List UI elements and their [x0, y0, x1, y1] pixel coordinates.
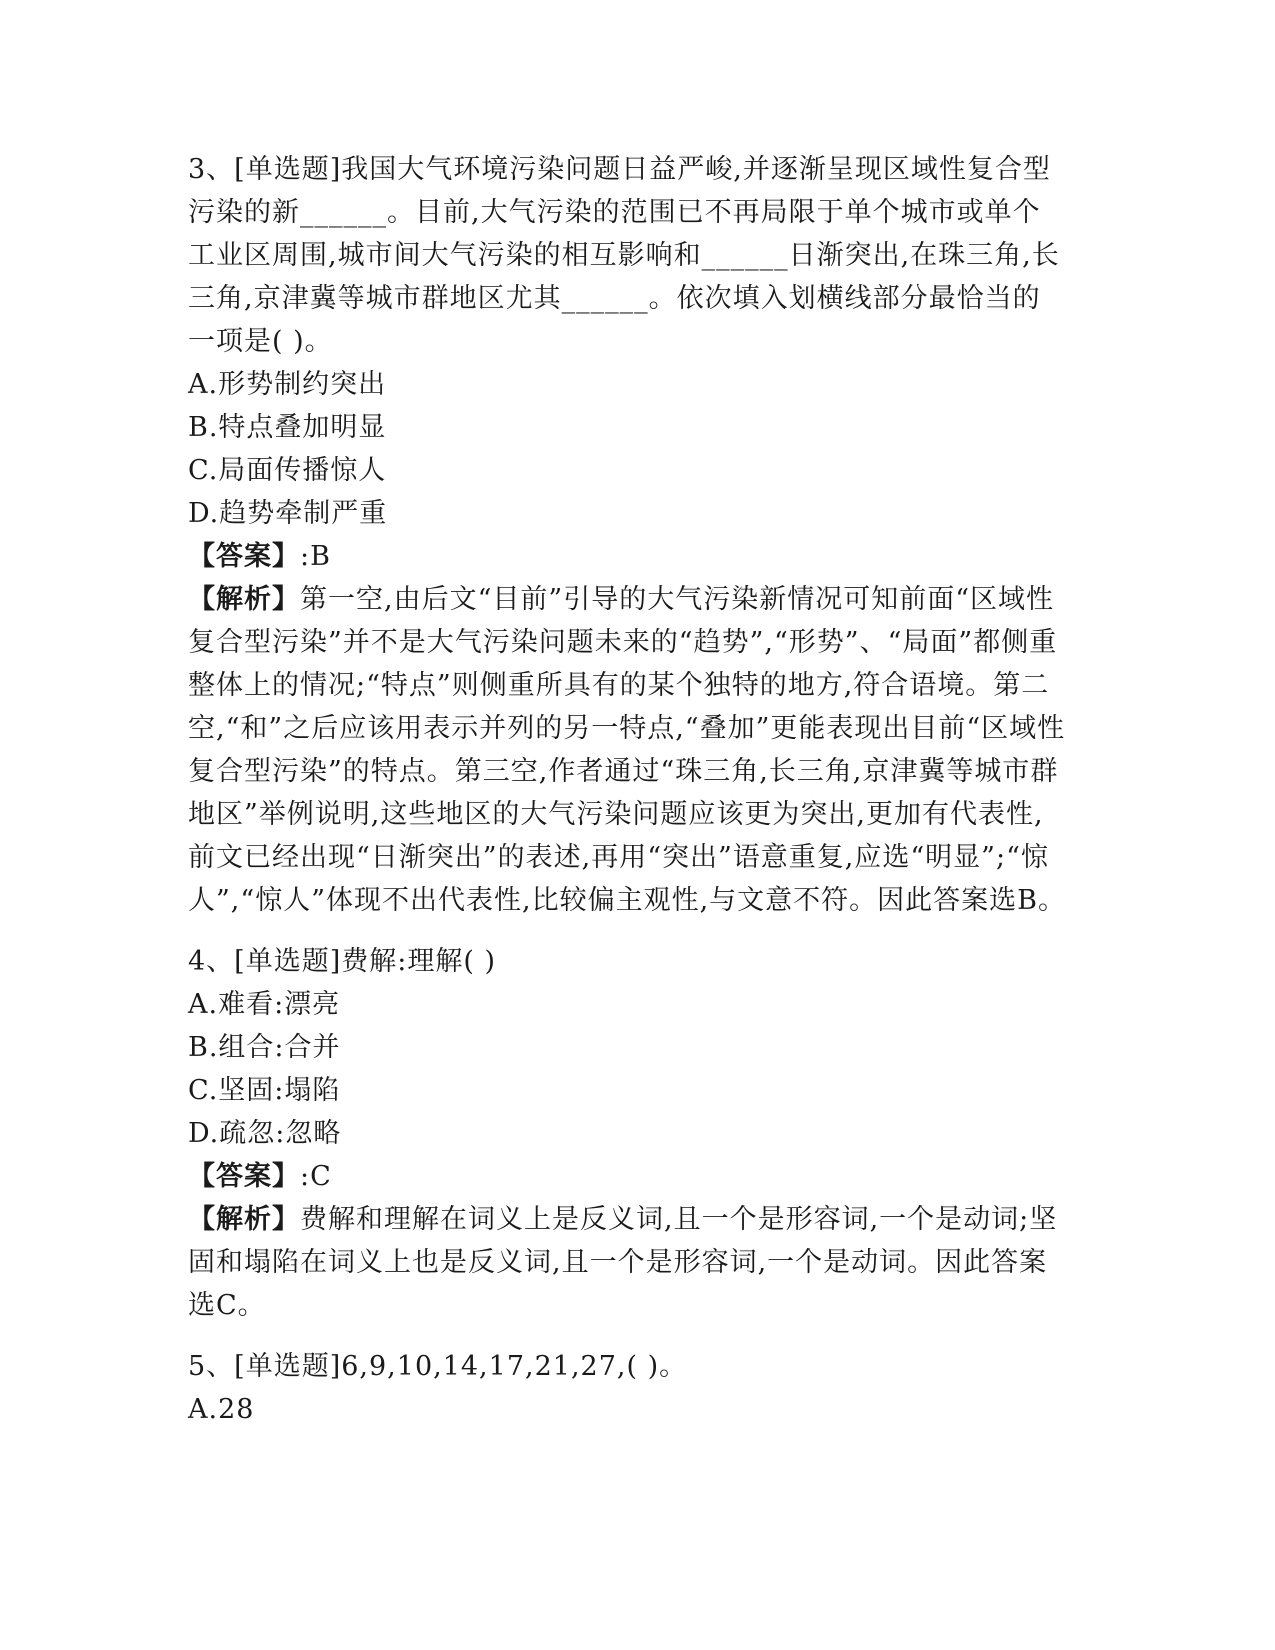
answer-line [188, 1155, 1068, 1198]
analysis-block [188, 1198, 1068, 1327]
question-stem: 5、[单选题]6,9,10,14,17,21,27,( )。 [188, 1351, 688, 1382]
analysis-text: 第一空,由后文“目前”引导的大气污染新情况可知前面“区域性复合型污染”并不是大气污染问题未来的“趋势”,“形势”、“局面”都侧重整体上的情况;“特点”则侧重所具有的某个独特的地方,符合语境。第二空,“和”之后应该用表示并列的另一特点,“叠加”更能表现出目前“区域性复合型污染”的特点。第三空,作者通过“珠三角,长三角,京津冀等城市群地区”举例说明,这些地区的大气污染问题应该更为突出,更加有代表性,前文已经出现“日渐突出”的表述,再用“突出”语意重复,应选“明显”;“惊人”,“惊人”体现不出代表性,比较偏主观性,与文意不符。因此答案选B。 [188, 584, 1066, 916]
question-3 [188, 148, 1068, 922]
question-stem: 3、[单选题]我国大气环境污染问题日益严峻,并逐渐呈现区域性复合型污染的新______。目前,大气污染的范围已不再局限于单个城市或单个工业区周围,城市间大气污染的相互影响和______日渐突出,在珠三角,长三角,京津冀等城市群地区尤其______。依次填入划横线部分最恰当的一项是( )。 [188, 154, 1060, 357]
answer-label: 【答案】 [188, 541, 300, 572]
answer-line [188, 535, 1068, 578]
document-content [188, 148, 1068, 1449]
option-d: D.疏忽:忽略 [188, 1118, 342, 1149]
question-5 [188, 1345, 1068, 1431]
option-c: C.坚固:塌陷 [188, 1075, 341, 1106]
option-a: A.难看:漂亮 [188, 989, 341, 1020]
analysis-label: 【解析】 [188, 584, 300, 615]
question-stem: 4、[单选题]费解:理解( ) [188, 946, 496, 977]
option-b: B.组合:合并 [188, 1032, 341, 1063]
option-c: C.局面传播惊人 [188, 455, 387, 486]
option-a: A.形势制约突出 [188, 369, 387, 400]
option-a: A.28 [188, 1394, 255, 1425]
option-list [188, 1388, 1068, 1431]
analysis-block [188, 578, 1068, 922]
answer-value: :B [300, 541, 331, 572]
answer-label: 【答案】 [188, 1161, 300, 1192]
analysis-label: 【解析】 [188, 1204, 300, 1235]
option-list [188, 363, 1068, 535]
option-d: D.趋势牵制严重 [188, 498, 388, 529]
option-b: B.特点叠加明显 [188, 412, 387, 443]
option-list [188, 983, 1068, 1155]
analysis-text: 费解和理解在词义上是反义词,且一个是形容词,一个是动词;坚固和塌陷在词义上也是反义词,且一个是形容词,一个是动词。因此答案选C。 [188, 1204, 1058, 1321]
question-4 [188, 940, 1068, 1327]
answer-value: :C [300, 1161, 332, 1192]
